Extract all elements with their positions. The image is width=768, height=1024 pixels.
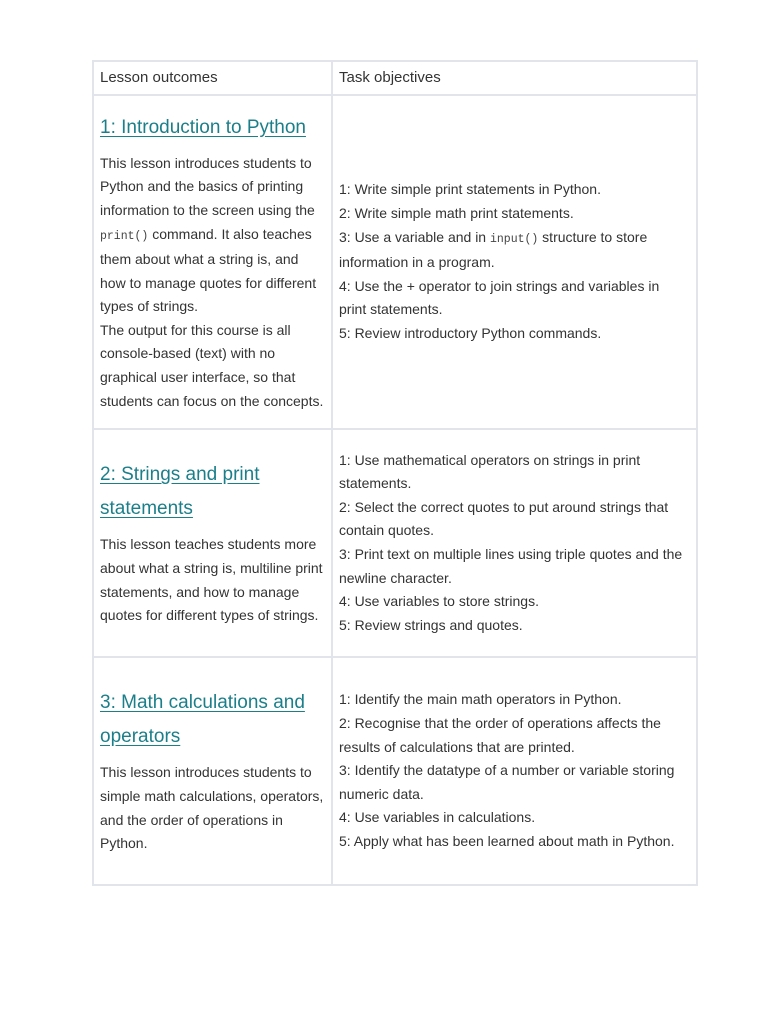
- description-text: command. It also teaches them about what a string is, and how to manage quotes for different types of strings.: [100, 225, 317, 315]
- objective-item: 2: Recognise that the order of operations affects the results of calculations that are printed.: [339, 715, 661, 755]
- task-objectives-cell: [332, 429, 697, 657]
- objective-item: [339, 226, 690, 275]
- lesson-description: [100, 152, 325, 319]
- objective-item: 4: Use the + operator to join strings and variables in print statements.: [339, 277, 660, 318]
- table-row: [93, 657, 697, 885]
- task-objectives-cell: [332, 95, 697, 429]
- header-task-objectives: Task objectives: [332, 61, 697, 95]
- lesson-outcome-cell: [93, 429, 332, 657]
- objective-item: 4: Use variables to store strings.: [339, 593, 539, 610]
- lesson-table-container: [92, 60, 696, 886]
- objective-item: 3: Print text on multiple lines using triple quotes and the newline character.: [339, 546, 683, 586]
- lesson-outcome-cell: [93, 657, 332, 885]
- objective-text: structure to store information in a program.: [339, 228, 648, 271]
- task-objectives-cell: [332, 657, 697, 885]
- objective-item: 1: Identify the main math operators in Python.: [339, 691, 622, 708]
- objective-text: 3: Use a variable and in: [339, 228, 490, 245]
- lesson-description: This lesson teaches students more about what a string is, multiline print statements, and how to manage quotes for different types of strings.: [100, 536, 323, 624]
- table-row: [93, 95, 697, 429]
- objective-item: 5: Review strings and quotes.: [339, 616, 523, 633]
- description-text: This lesson introduces students to Python and the basics of printing information to the screen using the: [100, 154, 315, 218]
- lesson-description-extra: The output for this course is all console-based (text) with no graphical user interface, so that students can focus on the concepts.: [100, 321, 324, 409]
- objective-item: 5: Review introductory Python commands.: [339, 324, 602, 341]
- lesson-title-link[interactable]: 3: Math calculations and operators: [100, 692, 305, 748]
- header-lesson-outcomes: Lesson outcomes: [93, 61, 332, 95]
- objective-item: 1: Use mathematical operators on strings in print statements.: [339, 451, 641, 492]
- lesson-description: This lesson introduces students to simple math calculations, operators, and the order of operations in Python.: [100, 764, 324, 852]
- objectives-list: [339, 178, 690, 345]
- lesson-title-link[interactable]: 2: Strings and print statements: [100, 464, 260, 520]
- lesson-outcome-cell: [93, 95, 332, 429]
- objective-item: 2: Write simple math print statements.: [339, 205, 574, 222]
- lesson-table: [92, 60, 698, 886]
- objective-item: 2: Select the correct quotes to put around strings that contain quotes.: [339, 498, 669, 539]
- objectives-list: [339, 449, 690, 638]
- inline-code: input(): [489, 232, 539, 246]
- table-header-row: [93, 61, 697, 95]
- table-row: [93, 429, 697, 657]
- lesson-title-link[interactable]: 1: Introduction to Python: [100, 116, 306, 138]
- objectives-list: [339, 688, 690, 853]
- objective-item: 5: Apply what has been learned about math in Python.: [339, 832, 675, 849]
- objective-item: 3: Identify the datatype of a number or variable storing numeric data.: [339, 762, 675, 802]
- inline-code: print(): [100, 229, 149, 243]
- objective-item: 4: Use variables in calculations.: [339, 809, 536, 826]
- objective-item: 1: Write simple print statements in Python.: [339, 181, 601, 198]
